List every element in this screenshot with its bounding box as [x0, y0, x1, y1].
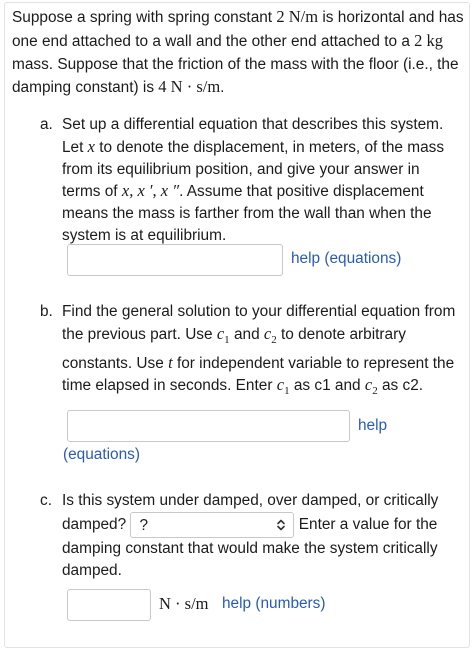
- damping-type-select[interactable]: [130, 512, 294, 538]
- const-c1-sub: 1: [224, 333, 230, 346]
- part-b-text-6: as c2.: [377, 377, 424, 395]
- part-b-text-2: and: [229, 325, 264, 343]
- part-c-help-link[interactable]: help (numbers): [222, 595, 326, 612]
- part-b-text-3: to denote arbitrary constants. Use: [62, 325, 406, 372]
- const-c2-sub: 2: [271, 333, 277, 346]
- spring-constant: 2 N/m: [276, 7, 319, 26]
- const-c1-again-sub: 1: [284, 385, 290, 398]
- part-b-text-4: for independent variable to represent the time elapsed in seconds. Enter: [62, 354, 455, 395]
- critical-damping-input[interactable]: [67, 589, 151, 621]
- part-a-help-link[interactable]: help (equations): [291, 250, 402, 267]
- chevron-up-down-icon: [275, 518, 287, 532]
- damping-unit: N · s/m: [159, 594, 209, 613]
- part-b: [40, 301, 458, 403]
- const-c1: c: [216, 323, 225, 343]
- intro-text-4: .: [220, 79, 225, 97]
- problem-statement: [12, 6, 464, 100]
- part-c-text-2: Enter a value for the damping constant that would make the system critically damped.: [62, 515, 438, 579]
- mass-value: 2 kg: [414, 30, 444, 50]
- part-b-help-link[interactable]: help: [358, 417, 388, 434]
- part-a-text-2: to denote the displacement, in meters, of the mass from its equilibrium position, and give your answer in terms of: [62, 138, 445, 201]
- part-a-marker: a.: [40, 116, 53, 133]
- part-c: [40, 490, 458, 581]
- part-b-text-5: as c1 and: [289, 377, 365, 395]
- part-a-answer-input[interactable]: [67, 244, 283, 276]
- const-c2-again: c: [364, 375, 373, 395]
- intro-text-3: mass. Suppose that the friction of the mass with the floor (i.e., the damping constant) is: [12, 55, 459, 97]
- part-b-text-1: Find the general solution to your differential equation from the previous part. Use: [62, 303, 456, 343]
- part-c-marker: c.: [40, 492, 52, 509]
- damping-constant: 4 N · s/m: [158, 77, 221, 97]
- part-c-text-1: Is this system under damped, over damped, or critically damped?: [62, 492, 439, 533]
- var-x: x: [87, 136, 95, 156]
- part-b-help-link-equations[interactable]: (equations): [63, 446, 140, 463]
- const-c1-again: c: [276, 375, 285, 395]
- part-a-text-3: . Assume that positive displacement means the mass is farther from the wall than when the system is at equilibrium.: [62, 183, 432, 244]
- select-value: ?: [139, 516, 149, 534]
- part-b-answer-input[interactable]: [67, 410, 350, 442]
- part-a-text-1: Set up a differential equation that describes this system. Let: [62, 116, 444, 156]
- part-b-marker: b.: [40, 303, 53, 320]
- intro-text-2: is horizontal and has one end attached to a wall and the other end attached to a: [12, 9, 464, 50]
- intro-text-1: Suppose a spring with spring constant: [12, 9, 277, 26]
- vars-x-derivatives: x, x ′, x ″: [121, 181, 180, 201]
- part-a: [40, 114, 458, 247]
- const-c2: c: [263, 323, 272, 343]
- var-t: t: [168, 352, 173, 372]
- const-c2-again-sub: 2: [372, 385, 378, 398]
